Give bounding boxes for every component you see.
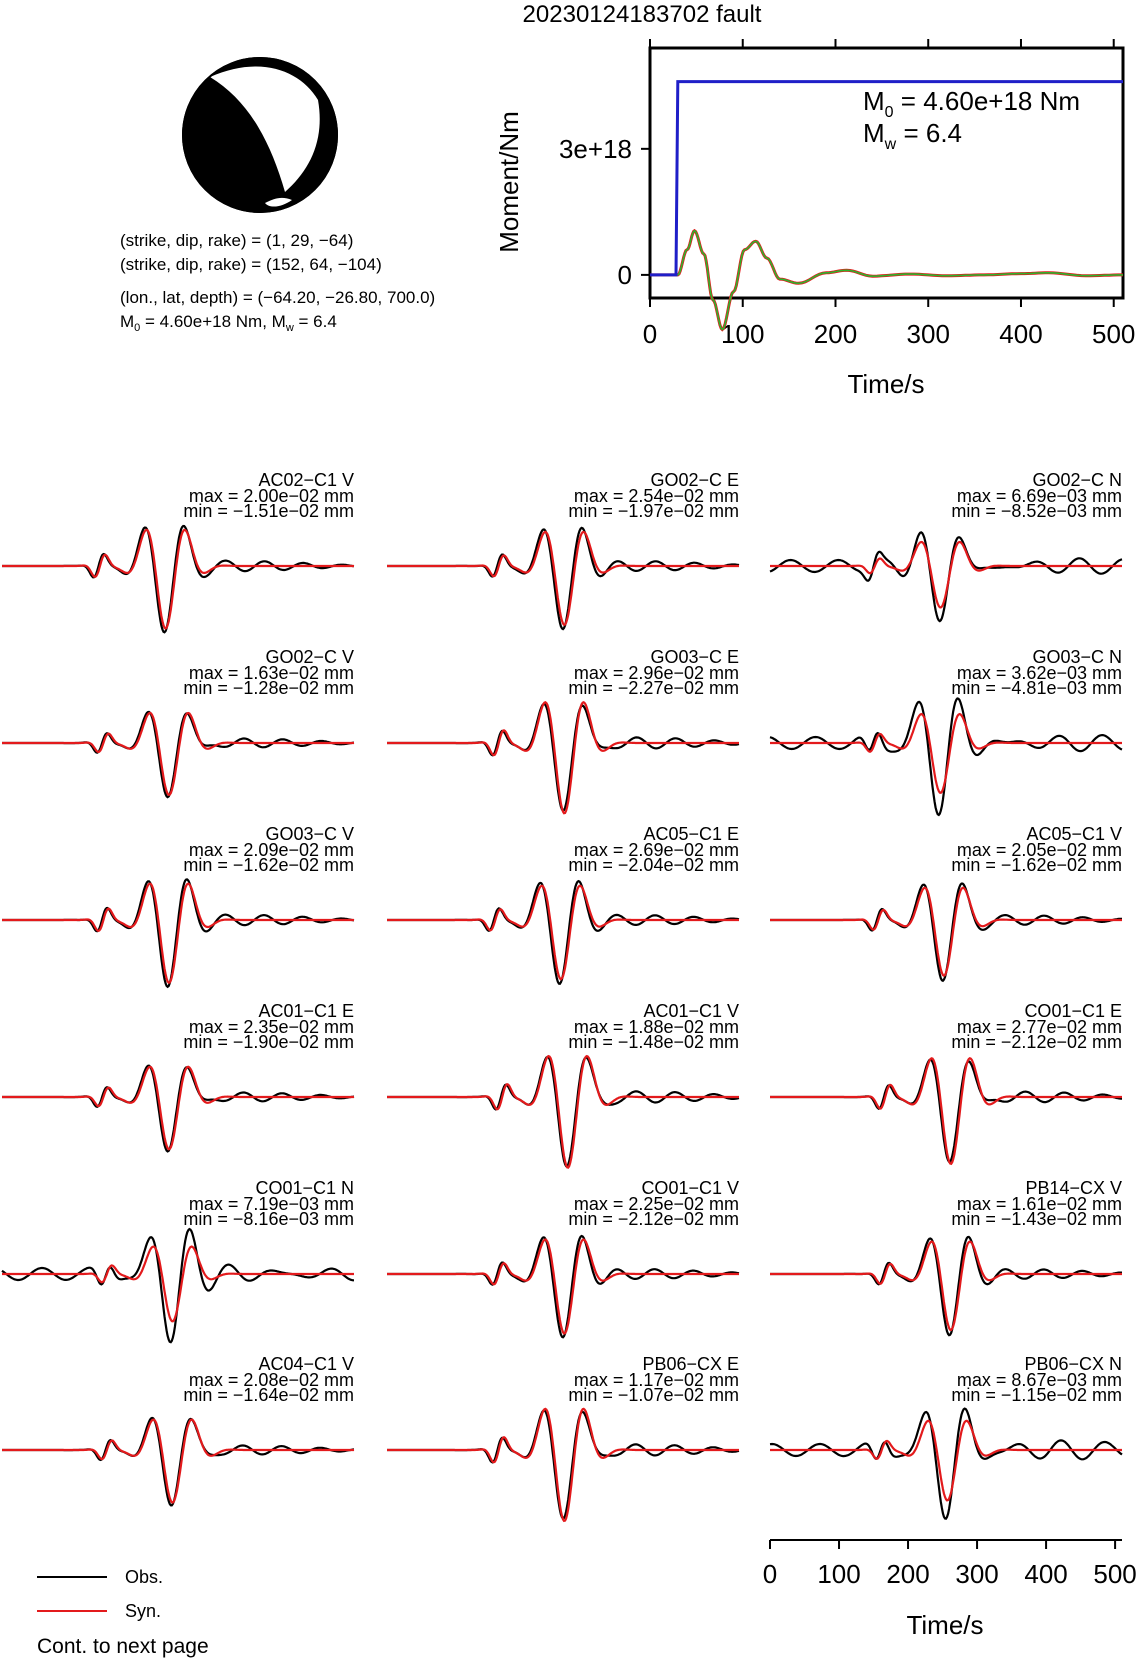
- waveform-grid: [2, 470, 1122, 1521]
- waveform-panel: [770, 470, 1122, 621]
- figure-title: 20230124183702 fault: [522, 1, 762, 28]
- station-label: GO02−C E: [650, 470, 739, 490]
- moment-xtick-label: 200: [813, 319, 858, 349]
- waveform-panel: [2, 1178, 354, 1342]
- station-min: min = −8.52e−03 mm: [951, 501, 1122, 521]
- station-min: min = −1.62e−02 mm: [951, 855, 1122, 875]
- observed-trace: [2, 526, 354, 632]
- station-max: max = 2.09e−02 mm: [188, 840, 354, 860]
- station-min: min = −1.51e−02 mm: [183, 501, 354, 521]
- moment-ytick-label: 0: [617, 259, 632, 290]
- observed-trace: [2, 1229, 354, 1342]
- synthetic-trace: [387, 886, 739, 979]
- station-max: max = 2.77e−02 mm: [956, 1017, 1122, 1037]
- waveform-panel: [2, 824, 354, 987]
- observed-trace: [2, 1418, 354, 1506]
- waveform-xtick-label: 400: [1024, 1559, 1068, 1589]
- synthetic-trace: [2, 884, 354, 983]
- waveform-panel: [770, 1354, 1122, 1519]
- observed-trace: [770, 699, 1122, 815]
- waveform-panel: [2, 1354, 354, 1505]
- station-label: AC05−C1 E: [643, 824, 739, 844]
- synthetic-trace: [770, 714, 1122, 793]
- waveform-panel: [2, 647, 354, 797]
- legend-obs-label: Obs.: [125, 1567, 164, 1587]
- station-min: min = −1.97e−02 mm: [568, 501, 739, 521]
- waveform-xtick-label: 0: [762, 1559, 778, 1589]
- station-max: max = 2.69e−02 mm: [573, 840, 739, 860]
- moment-m0-annotation: $M_0 = 4.60e+18$ Nm: [863, 86, 1081, 121]
- station-max: max = 1.61e−02 mm: [956, 1194, 1122, 1214]
- station-max: max = 2.00e−02 mm: [188, 486, 354, 506]
- station-label: AC05−C1 V: [1026, 824, 1122, 844]
- moment-rate-series: [650, 231, 1123, 330]
- station-max: max = 2.05e−02 mm: [956, 840, 1122, 860]
- synthetic-trace: [770, 542, 1122, 608]
- station-min: min = −2.12e−02 mm: [951, 1032, 1122, 1052]
- station-label: AC01−C1 E: [258, 1001, 354, 1021]
- waveform-panel: [387, 470, 739, 629]
- waveform-panel: [387, 1178, 739, 1337]
- waveform-panel: [770, 824, 1122, 981]
- moment-xtick-label: 100: [721, 319, 765, 349]
- station-max: max = 3.62e−03 mm: [956, 663, 1122, 683]
- station-max: max = 6.69e−03 mm: [956, 486, 1122, 506]
- synthetic-trace: [2, 1420, 354, 1503]
- mechanism-line-1: (strike, dip, rake) = (1, 29, −64): [120, 231, 354, 250]
- synthetic-trace: [387, 702, 739, 813]
- station-min: min = −1.48e−02 mm: [568, 1032, 739, 1052]
- synthetic-trace: [770, 888, 1122, 976]
- station-min: min = −4.81e−03 mm: [951, 678, 1122, 698]
- mechanism-line-2: (strike, dip, rake) = (152, 64, −104): [120, 255, 382, 274]
- beachball-icon: [183, 58, 337, 212]
- moment-mw-annotation: $M_w = 6.4$: [863, 118, 963, 153]
- waveform-time-axis: [763, 1540, 1137, 1640]
- moment-xtick-label: 400: [999, 319, 1043, 349]
- observed-trace: [387, 528, 739, 629]
- observed-trace: [387, 1410, 739, 1518]
- observed-trace: [770, 532, 1122, 621]
- waveform-panel: [770, 647, 1122, 815]
- station-max: max = 2.08e−02 mm: [188, 1370, 354, 1390]
- station-max: max = 2.35e−02 mm: [188, 1017, 354, 1037]
- station-min: min = −1.90e−02 mm: [183, 1032, 354, 1052]
- waveform-xtick-label: 500: [1093, 1559, 1137, 1589]
- station-max: max = 8.67e−03 mm: [956, 1370, 1122, 1390]
- moment-xtick-label: 0: [642, 319, 658, 349]
- station-min: min = −1.15e−02 mm: [951, 1385, 1122, 1405]
- station-min: min = −1.28e−02 mm: [183, 678, 354, 698]
- synthetic-trace: [387, 532, 739, 625]
- waveform-panel: [387, 824, 739, 984]
- observed-trace: [387, 881, 739, 984]
- waveform-panel: [770, 1001, 1122, 1164]
- station-label: AC02−C1 V: [258, 470, 354, 490]
- station-label: AC04−C1 V: [258, 1354, 354, 1374]
- station-min: min = −1.64e−02 mm: [183, 1385, 354, 1405]
- station-min: min = −2.12e−02 mm: [568, 1209, 739, 1229]
- station-label: PB06−CX E: [642, 1354, 739, 1374]
- legend-syn-label: Syn.: [125, 1601, 162, 1621]
- waveform-panel: [387, 1001, 739, 1168]
- station-label: CO01−C1 E: [1024, 1001, 1122, 1021]
- synthetic-trace: [2, 713, 354, 795]
- synthetic-trace: [387, 1240, 739, 1334]
- station-max: max = 1.63e−02 mm: [188, 663, 354, 683]
- moment-xtick-label: 500: [1092, 319, 1136, 349]
- station-label: GO03−C E: [650, 647, 739, 667]
- moment-ylabel: Moment/Nm: [494, 111, 524, 253]
- station-label: CO01−C1 N: [255, 1178, 354, 1198]
- observed-trace: [770, 1409, 1122, 1519]
- station-label: GO03−C N: [1032, 647, 1122, 667]
- waveform-xtick-label: 200: [886, 1559, 930, 1589]
- waveform-panel: [387, 647, 739, 813]
- source-time-function-series: [650, 231, 1123, 330]
- moment-xtick-label: 300: [906, 319, 950, 349]
- footer-note: Cont. to next page: [37, 1635, 209, 1658]
- station-max: max = 2.54e−02 mm: [573, 486, 739, 506]
- station-max: max = 1.17e−02 mm: [573, 1370, 739, 1390]
- waveform-panel: [2, 470, 354, 632]
- station-max: max = 7.19e−03 mm: [188, 1194, 354, 1214]
- station-min: min = −2.27e−02 mm: [568, 678, 739, 698]
- station-label: PB14−CX V: [1025, 1178, 1122, 1198]
- station-min: min = −1.07e−02 mm: [568, 1385, 739, 1405]
- station-min: min = −8.16e−03 mm: [183, 1209, 354, 1229]
- moment-ytick-label: 3e+18: [558, 133, 632, 164]
- observed-trace: [387, 704, 739, 811]
- station-max: max = 2.25e−02 mm: [573, 1194, 739, 1214]
- waveform-xtick-label: 300: [955, 1559, 999, 1589]
- synthetic-trace: [387, 1409, 739, 1521]
- station-label: GO02−C V: [265, 647, 354, 667]
- synthetic-trace: [2, 1247, 354, 1322]
- synthetic-trace: [2, 1067, 354, 1149]
- waveform-xlabel: Time/s: [906, 1610, 984, 1640]
- station-max: max = 1.88e−02 mm: [573, 1017, 739, 1037]
- observed-trace: [387, 1236, 739, 1337]
- station-max: max = 2.96e−02 mm: [573, 663, 739, 683]
- synthetic-trace: [770, 1242, 1122, 1330]
- synthetic-trace: [770, 1421, 1122, 1501]
- moment-line: $M_0 = 4.60e+18$ Nm, $M_w = 6.4$: [120, 312, 337, 334]
- station-label: AC01−C1 V: [643, 1001, 739, 1021]
- waveform-panel: [2, 1001, 354, 1151]
- legend: [37, 1567, 163, 1621]
- station-label: CO01−C1 V: [641, 1178, 739, 1198]
- station-min: min = −1.62e−02 mm: [183, 855, 354, 875]
- station-label: GO03−C V: [265, 824, 354, 844]
- station-label: GO02−C N: [1032, 470, 1122, 490]
- synthetic-trace: [770, 1058, 1122, 1164]
- waveform-xtick-label: 100: [817, 1559, 861, 1589]
- mechanism-info: [120, 231, 435, 334]
- moment-xlabel: Time/s: [847, 369, 925, 399]
- station-min: min = −2.04e−02 mm: [568, 855, 739, 875]
- station-label: PB06−CX N: [1024, 1354, 1122, 1374]
- synthetic-trace: [387, 1056, 739, 1168]
- location-line: (lon., lat, depth) = (−64.20, −26.80, 700.0): [120, 288, 436, 307]
- waveform-panel: [770, 1178, 1122, 1335]
- station-min: min = −1.43e−02 mm: [951, 1209, 1122, 1229]
- observed-trace: [770, 884, 1122, 981]
- moment-plot: [494, 39, 1135, 399]
- waveform-panel: [387, 1354, 739, 1521]
